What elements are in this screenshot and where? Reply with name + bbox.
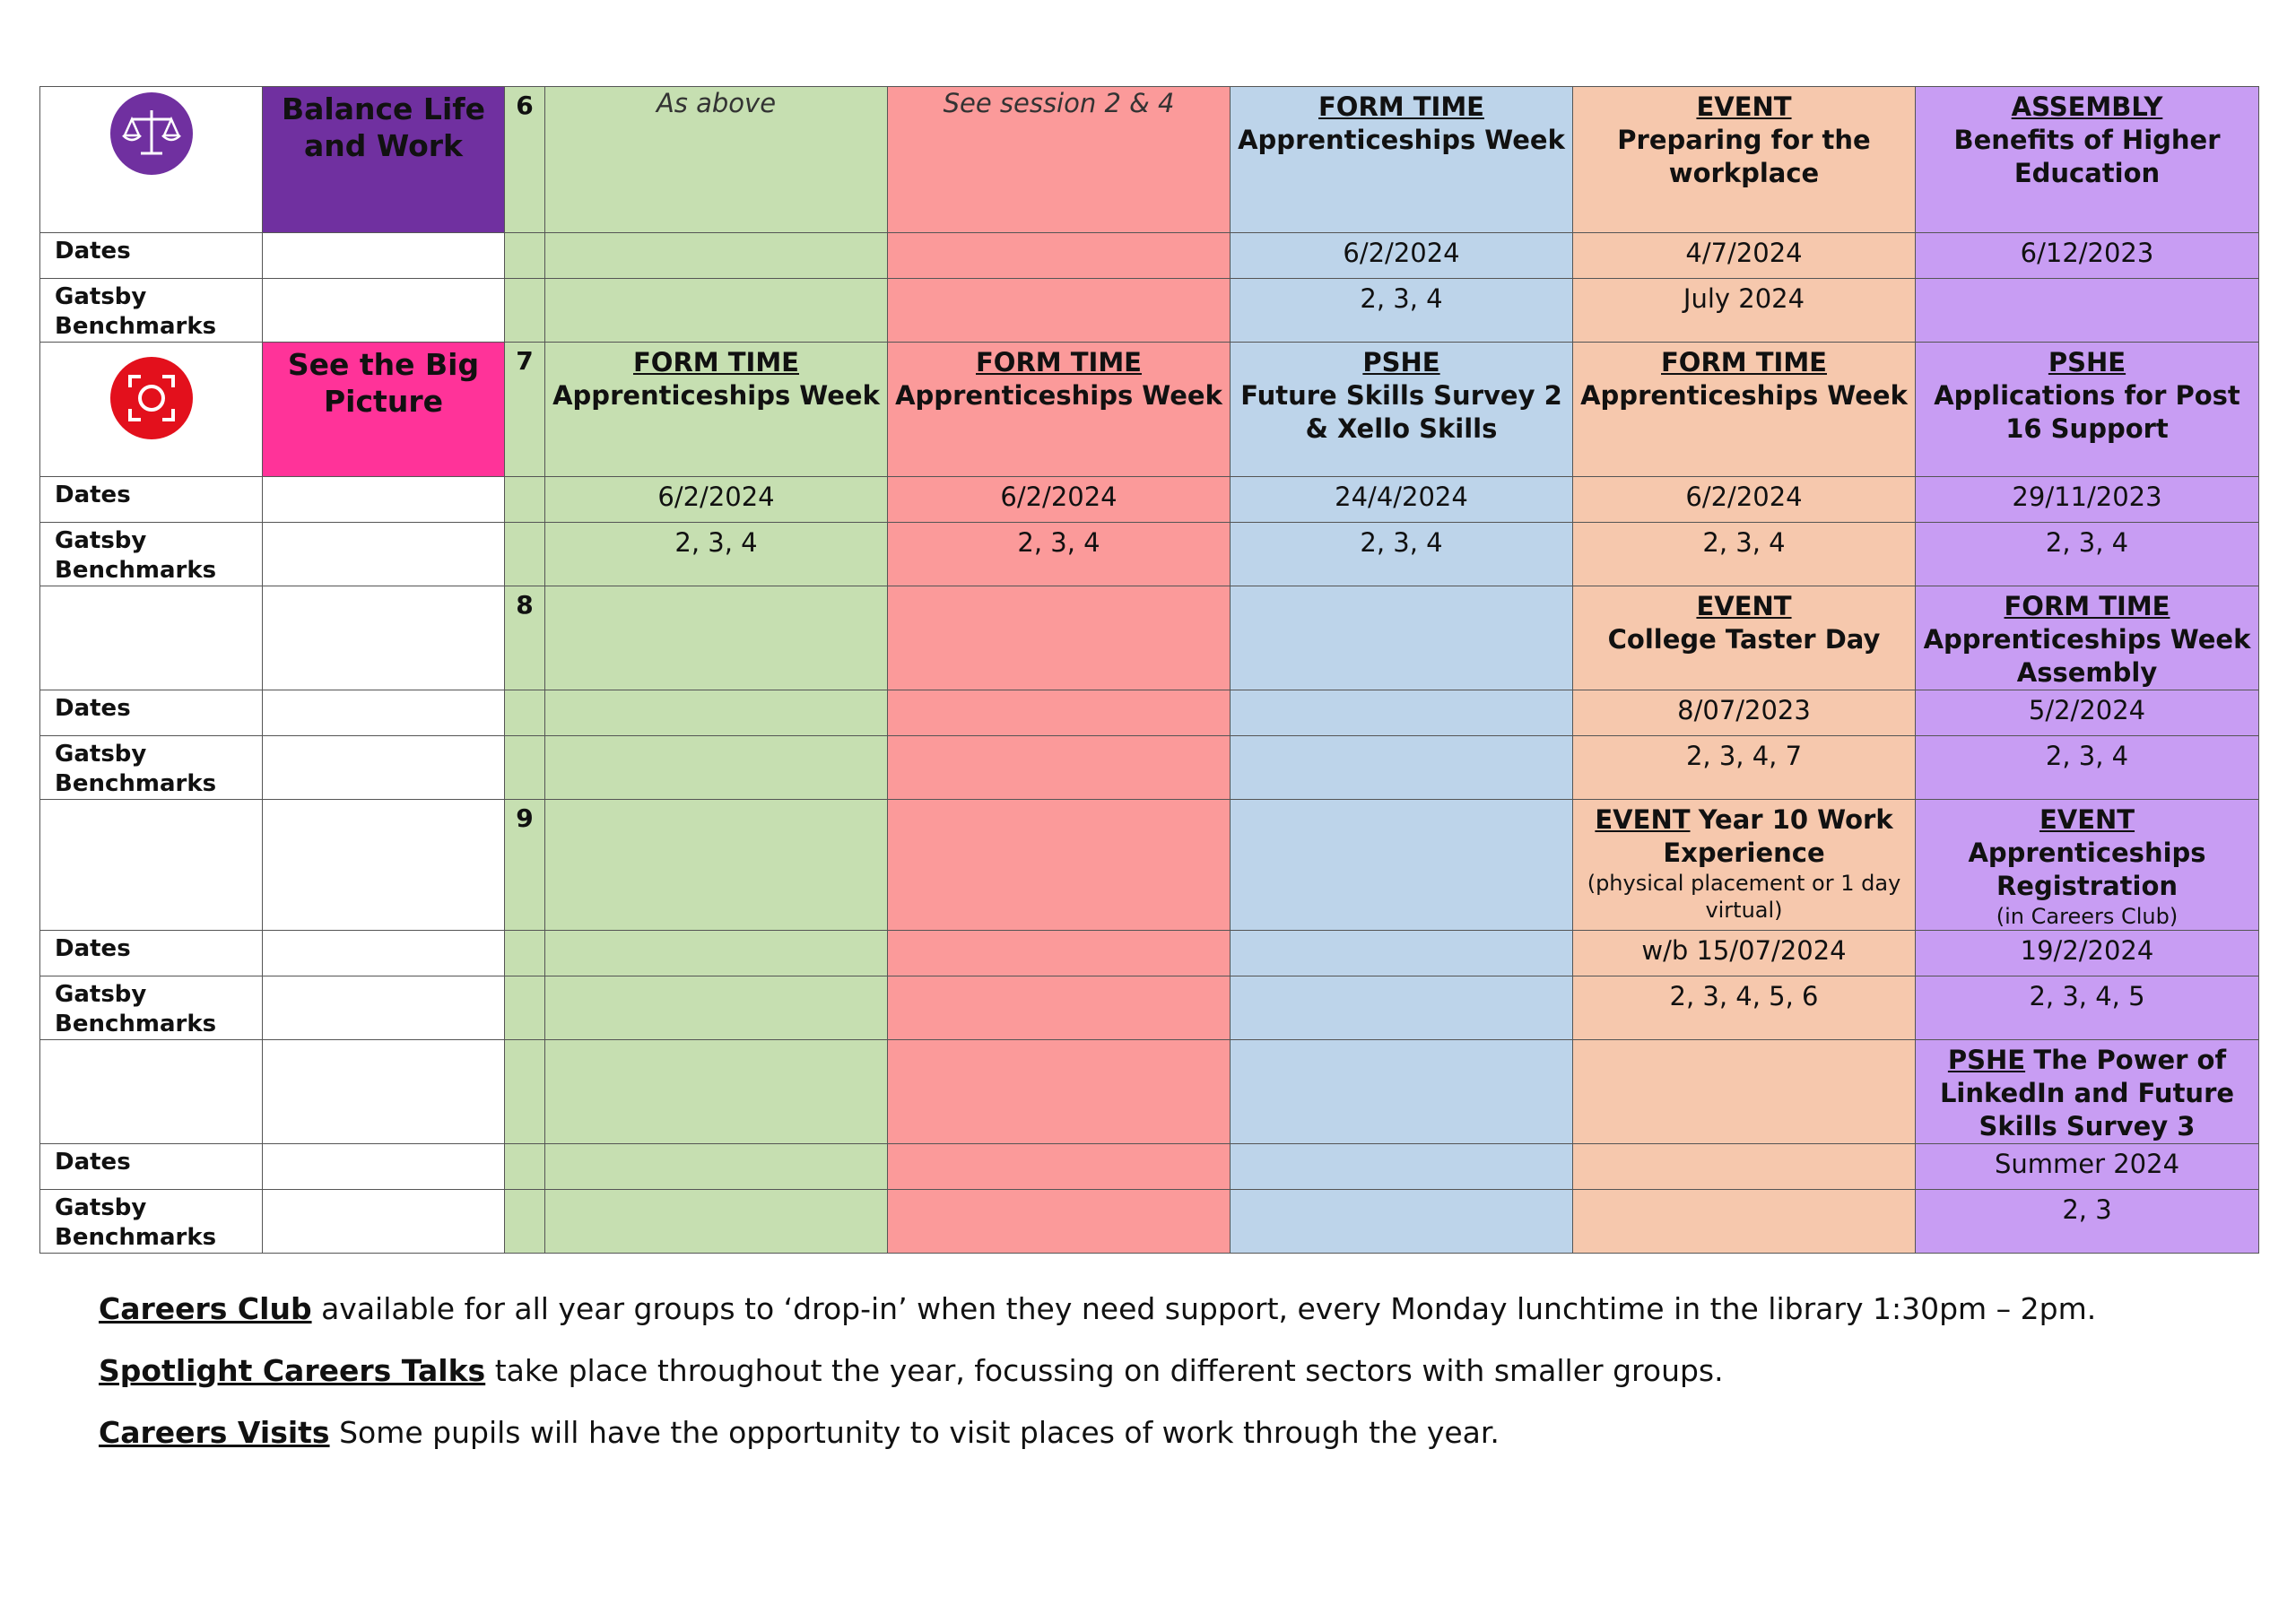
activity-cell: PSHE Future Skills Survey 2 & Xello Skills (1231, 343, 1573, 477)
date-value: 6/2/2024 (1000, 482, 1118, 512)
date-value: 4/7/2024 (1685, 238, 1803, 268)
gatsby-value: 2, 3 (2062, 1194, 2112, 1225)
gatsby-value: 2, 3, 4, 7 (1685, 741, 1803, 771)
table-row (40, 233, 2259, 279)
theme-title: See the Big Picture (263, 343, 505, 477)
gatsby-label: Gatsby Benchmarks (40, 523, 263, 586)
table-row (40, 1040, 2259, 1144)
session-number: 7 (505, 343, 545, 477)
session-number: 6 (505, 87, 545, 233)
dates-label: Dates (40, 1144, 263, 1190)
table-row (40, 343, 2259, 477)
theme-title: Balance Life and Work (263, 87, 505, 233)
date-value: 6/2/2024 (1685, 482, 1803, 512)
session-note: See session 2 & 4 (943, 88, 1175, 118)
date-value: 6/2/2024 (1343, 238, 1460, 268)
gatsby-label: Gatsby Benchmarks (40, 736, 263, 800)
gatsby-label: Gatsby Benchmarks (40, 1190, 263, 1254)
gatsby-label: Gatsby Benchmarks (40, 976, 263, 1040)
activity-cell: EVENT Preparing for the workplace (1573, 87, 1916, 233)
table-row (40, 279, 2259, 343)
dates-label: Dates (40, 931, 263, 976)
dates-label: Dates (40, 477, 263, 523)
date-value: 6/12/2023 (2020, 238, 2154, 268)
table-row (40, 976, 2259, 1040)
gatsby-value: 2, 3, 4, 5, 6 (1669, 981, 1819, 1011)
session-note: As above (656, 88, 777, 118)
table-row (40, 586, 2259, 690)
activity-cell: FORM TIME Apprenticeships Week (888, 343, 1231, 477)
theme-logo-cell (40, 87, 263, 233)
gatsby-value: 2, 3, 4 (1702, 527, 1786, 558)
focus-frame-icon (107, 353, 196, 443)
gatsby-value: 2, 3, 4 (2045, 527, 2129, 558)
gatsby-value: 2, 3, 4 (1360, 527, 1443, 558)
careers-plan-table (39, 86, 2259, 1254)
table-row (40, 477, 2259, 523)
date-value: w/b 15/07/2024 (1641, 935, 1847, 966)
session-number: 9 (505, 800, 545, 931)
date-value: 8/07/2023 (1677, 695, 1811, 725)
session-number: 8 (505, 586, 545, 690)
table-row (40, 736, 2259, 800)
table-row (40, 800, 2259, 931)
gatsby-value: 2, 3, 4 (2045, 741, 2129, 771)
gatsby-value: 2, 3, 4, 5 (2029, 981, 2145, 1011)
activity-cell: EVENT College Taster Day (1573, 586, 1916, 690)
activity-cell: PSHE Applications for Post 16 Support (1916, 343, 2259, 477)
activity-cell: FORM TIME Apprenticeships Week (545, 343, 888, 477)
gatsby-label: Gatsby Benchmarks (40, 279, 263, 343)
date-value: 19/2/2024 (2020, 935, 2154, 966)
date-value: 24/4/2024 (1335, 482, 1468, 512)
activity-cell: FORM TIME Apprenticeships Week (1231, 87, 1573, 233)
note-careers-visits: Careers Visits Some pupils will have the opportunity to visit places of work through the year. (99, 1415, 1500, 1450)
table-row (40, 931, 2259, 976)
table-row (40, 1190, 2259, 1254)
activity-cell: FORM TIME Apprenticeships Week Assembly (1916, 586, 2259, 690)
table-row (40, 690, 2259, 736)
theme-logo-cell (40, 343, 263, 477)
gatsby-value: 2, 3, 4 (1017, 527, 1100, 558)
footnotes (99, 1291, 2096, 1477)
activity-cell: EVENT Year 10 Work Experience (physical placement or 1 day virtual) (1573, 800, 1916, 931)
activity-cell: FORM TIME Apprenticeships Week (1573, 343, 1916, 477)
date-value: Summer 2024 (1994, 1149, 2180, 1179)
activity-cell: PSHE The Power of LinkedIn and Future Skills Survey 3 (1916, 1040, 2259, 1144)
activity-cell: EVENT Apprenticeships Registration (in Careers Club) (1916, 800, 2259, 931)
dates-label: Dates (40, 690, 263, 736)
scales-icon (107, 91, 196, 180)
table-row (40, 87, 2259, 233)
table-row (40, 1144, 2259, 1190)
date-value: 6/2/2024 (657, 482, 775, 512)
date-value: 29/11/2023 (2012, 482, 2162, 512)
gatsby-value: 2, 3, 4 (1360, 283, 1443, 314)
gatsby-value: 2, 3, 4 (674, 527, 758, 558)
note-spotlight-talks: Spotlight Careers Talks take place throughout the year, focussing on different sectors with smaller groups. (99, 1353, 1724, 1388)
activity-cell: ASSEMBLY Benefits of Higher Education (1916, 87, 2259, 233)
dates-label: Dates (40, 233, 263, 279)
gatsby-value (1916, 279, 2258, 282)
table-row (40, 523, 2259, 586)
gatsby-value: July 2024 (1683, 283, 1805, 314)
note-careers-club: Careers Club available for all year groups to ‘drop-in’ when they need support, every Monday lunchtime in the library 1:30pm – 2pm. (99, 1291, 2097, 1326)
date-value: 5/2/2024 (2028, 695, 2146, 725)
